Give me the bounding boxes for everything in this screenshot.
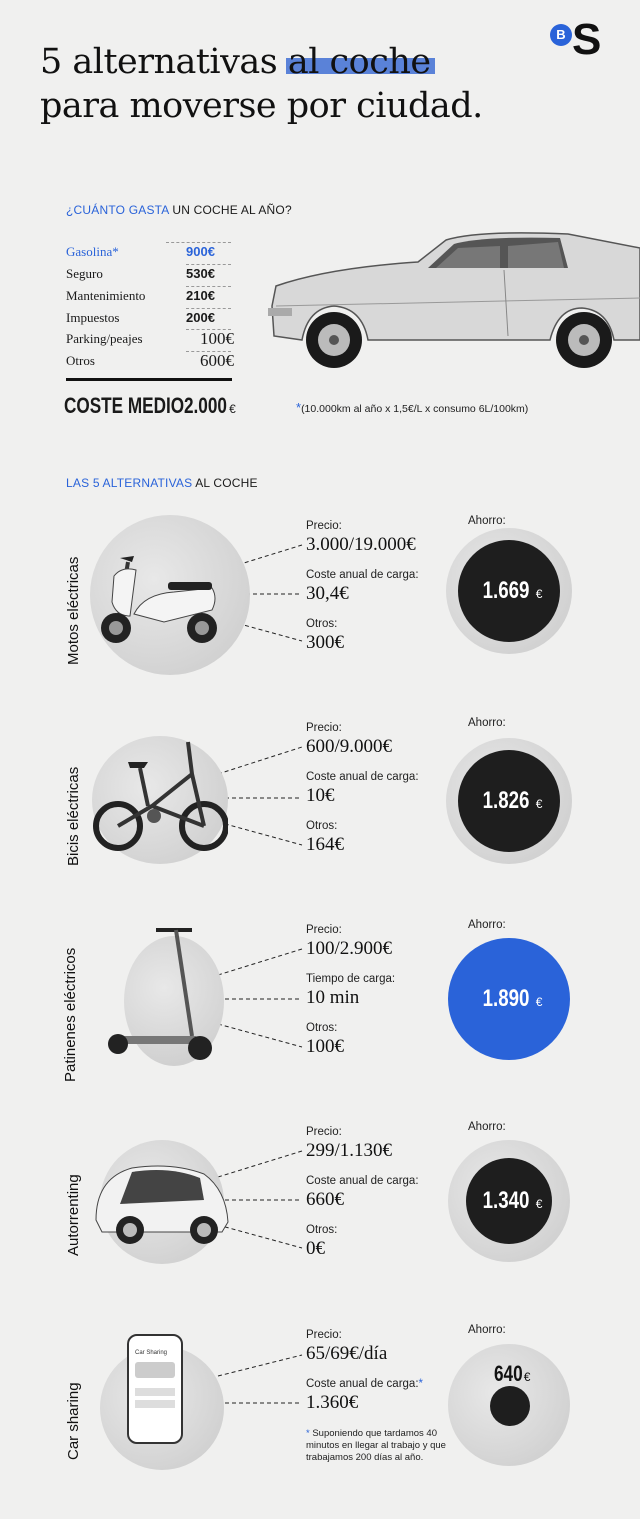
footnote: *(10.000km al año x 1,5€/L x consumo 6L/100km) (296, 400, 529, 415)
car-image (268, 228, 640, 370)
alt-name-autorrenting: Autorrenting (65, 1174, 82, 1256)
carsharing-price-label: Precio: (306, 1329, 342, 1341)
motos-other-value: 300€ (306, 632, 344, 653)
moto-image (94, 536, 224, 646)
alternatives-heading: LAS 5 ALTERNATIVAS AL COCHE (66, 476, 258, 490)
phone-car-thumb (135, 1362, 175, 1378)
phone-image (127, 1334, 183, 1444)
total-value: 2.000 € (184, 393, 236, 418)
carsharing-price-value: 65/69€/día (306, 1343, 388, 1364)
patinetes-other-value: 100€ (306, 1036, 344, 1057)
bicis-other-value: 164€ (306, 834, 344, 855)
total-label: COSTE MEDIO (64, 393, 185, 418)
motos-charge-value: 30,4€ (306, 583, 349, 604)
autorrenting-savings-circle: 1.340 € (466, 1158, 552, 1244)
patinetes-charge-label: Tiempo de carga: (306, 973, 396, 985)
autorrenting-other-value: 0€ (306, 1238, 325, 1259)
autorrenting-charge-label: Coste anual de carga: (306, 1175, 419, 1187)
total-divider (66, 378, 232, 381)
scooter-image (104, 924, 216, 1064)
cost-row-parking: Parking/peajes 100€ (66, 329, 234, 348)
minicar-image (92, 1160, 232, 1250)
motos-savings-circle: 1.669 € (458, 540, 560, 642)
motos-price-value: 3.000/19.000€ (306, 534, 416, 555)
patinetes-charge-value: 10 min (306, 987, 360, 1008)
patinetes-price-value: 100/2.900€ (306, 938, 393, 959)
autorrenting-price-value: 299/1.130€ (306, 1140, 393, 1161)
carsharing-charge-label: Coste anual de carga:* (306, 1378, 424, 1390)
cost-row-gasolina: Gasolina* 900€ (66, 242, 231, 264)
title-highlight: al coche (287, 42, 431, 82)
logo-b-icon: B (550, 24, 572, 46)
autorrenting-savings-label: Ahorro: (468, 1121, 506, 1133)
alt-name-bicis: Bicis eléctricas (65, 766, 82, 866)
autorrenting-other-label: Otros: (306, 1224, 338, 1236)
brand-logo (550, 15, 620, 64)
cost-row-impuestos: Impuestos 200€ (66, 308, 231, 330)
alt-name-carsharing: Car sharing (65, 1382, 82, 1460)
bike-image (92, 738, 228, 858)
patinetes-savings-circle: 1.890 € (448, 938, 570, 1060)
carsharing-savings-value: 640€ (494, 1361, 531, 1386)
carsharing-savings-circle (490, 1386, 530, 1426)
motos-other-label: Otros: (306, 618, 338, 630)
bicis-charge-value: 10€ (306, 785, 335, 806)
autorrenting-charge-value: 660€ (306, 1189, 344, 1210)
title-line2: para moverse por ciudad. (40, 86, 483, 126)
cost-row-otros: Otros 600€ (66, 351, 234, 370)
title-line1: 5 alternativas (40, 42, 288, 82)
carsharing-note: * Suponiendo que tardamos 40 minutos en llegar al trabajo y que trabajamos 200 días al año. (306, 1428, 446, 1463)
motos-savings-label: Ahorro: (468, 515, 506, 527)
cost-row-seguro: Seguro 530€ (66, 264, 231, 286)
alt-name-patinetes: Patinenes eléctricos (62, 947, 79, 1082)
bicis-price-value: 600/9.000€ (306, 736, 393, 757)
cost-heading: ¿CUÁNTO GASTA UN COCHE AL AÑO? (66, 203, 292, 217)
motos-price-label: Precio: (306, 520, 342, 532)
bicis-savings-label: Ahorro: (468, 717, 506, 729)
patinetes-price-label: Precio: (306, 924, 342, 936)
bicis-savings-circle: 1.826 € (458, 750, 560, 852)
alt-name-motos: Motos eléctricas (65, 556, 82, 665)
bicis-charge-label: Coste anual de carga: (306, 771, 419, 783)
motos-charge-label: Coste anual de carga: (306, 569, 419, 581)
logo-s-icon: S (572, 15, 602, 64)
carsharing-charge-value: 1.360€ (306, 1392, 359, 1413)
bicis-price-label: Precio: (306, 722, 342, 734)
patinetes-other-label: Otros: (306, 1022, 338, 1034)
autorrenting-price-label: Precio: (306, 1126, 342, 1138)
cost-row-mantenimiento: Mantenimiento 210€ (66, 286, 231, 308)
phone-app-title: Car Sharing (135, 1350, 168, 1356)
page-title (40, 40, 483, 128)
carsharing-savings-label: Ahorro: (468, 1324, 506, 1336)
patinetes-savings-label: Ahorro: (468, 919, 506, 931)
bicis-other-label: Otros: (306, 820, 338, 832)
